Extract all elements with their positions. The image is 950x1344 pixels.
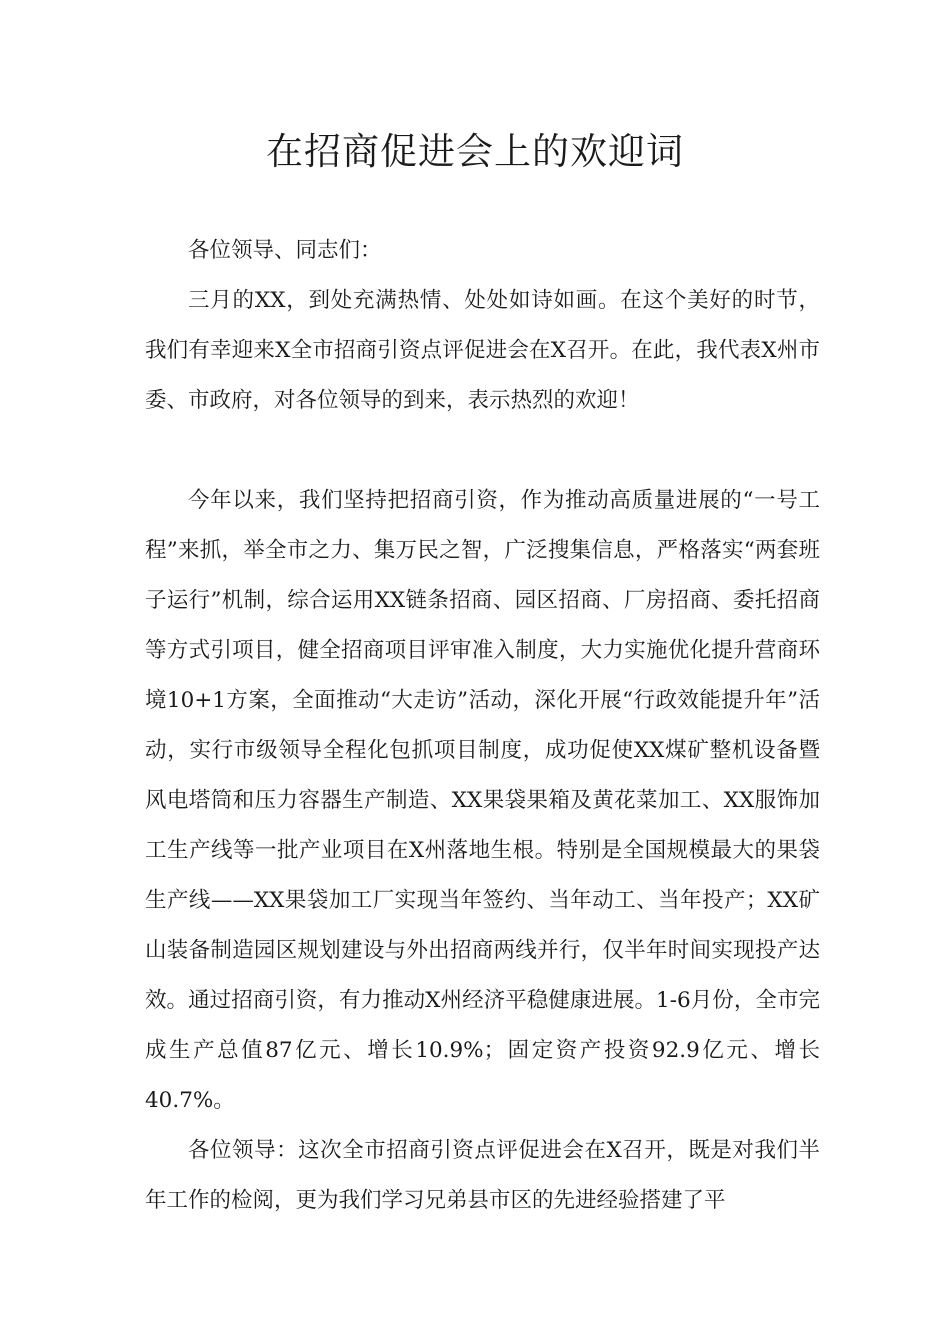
closing-paragraph: 各位领导：这次全市招商引资点评促进会在X召开，既是对我们半年工作的检阅，更为我们学习兄弟县市区的先进经验搭建了平 [145,1138,820,1213]
achievements-paragraph: 今年以来，我们坚持把招商引资，作为推动高质量进展的“一号工程”来抓，举全市之力、集万民之智，广泛搜集信息，严格落实“两套班子运行”机制，综合运用XX链条招商、园区招商、厂房招商、委托招商等方式引项目，健全招商项目评审准入制度，大力实施优化提升营商环境10+1方案，全面推动“大走访”活动，深化开展“行政效能提升年”活动，实行市级领导全程化包抓项目制度，成功促使XX煤矿整机设备暨风电塔筒和压力容器生产制造、XX果袋果箱及黄花菜加工、XX服饰加工生产线等一批产业项目在X州落地生根。特别是全国规模最大的果袋生产线——XX果袋加工厂实现当年签约、当年动工、当年投产；XX矿山装备制造园区规划建设与外出招商两线并行，仅半年时间实现投产达效。通过招商引资，有力推动X州经济平稳健康进展。1-6月份，全市完成生产总值87亿元、增长10.9%；固定资产投资92.9亿元、增长40.7%。 [145,488,820,1113]
welcome-paragraph: 三月的XX，到处充满热情、处处如诗如画。在这个美好的时节，我们有幸迎来X全市招商引资点评促进会在X召开。在此，我代表X州市委、市政府，对各位领导的到来，表示热烈的欢迎！ [145,288,820,413]
document-title: 在招商促进会上的欢迎词 [266,130,684,173]
salutation-paragraph: 各位领导、同志们： [188,238,382,263]
paragraph-spacer [145,426,820,476]
document-body [145,226,820,1226]
